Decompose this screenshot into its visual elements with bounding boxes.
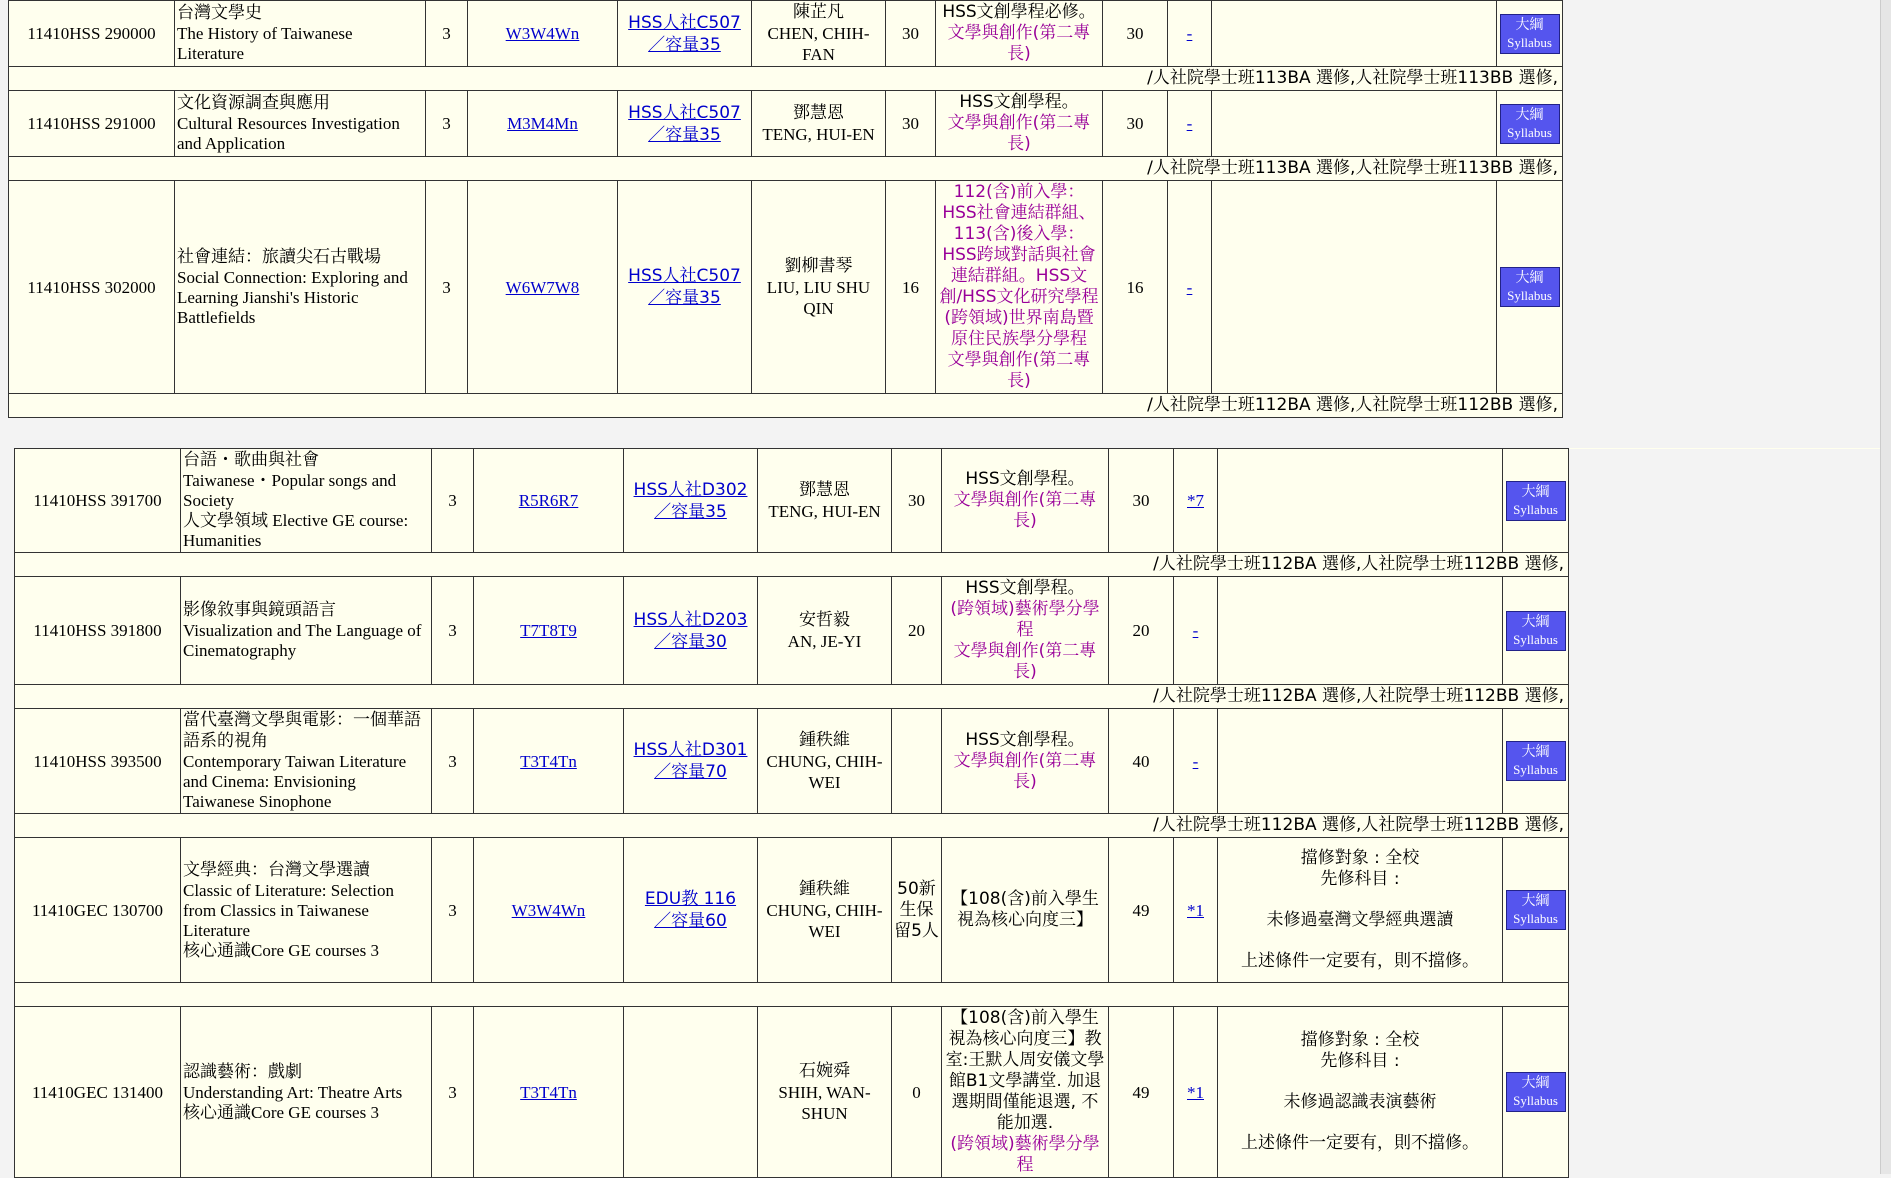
course-title-en: Social Connection: Exploring and Learning Jianshi's Historic Battlefields [177, 267, 408, 327]
note-program: HSS文創學程必修。 [942, 2, 1096, 22]
note-program: HSS文創學程。 [965, 578, 1085, 598]
course-table-a [8, 0, 1563, 418]
room-name: HSS人社C507 [628, 12, 741, 33]
course-time-cell [474, 1007, 624, 1178]
note-art-program: (跨領域)藝術學分學程 [950, 1134, 1100, 1175]
course-title-zh: 台語・歌曲與社會 [183, 450, 319, 470]
course-time-cell [468, 181, 618, 394]
restriction-link-cell [1168, 1, 1212, 67]
restriction-spacer [1220, 1072, 1500, 1092]
room-capacity: ／容量35 [648, 34, 721, 55]
course-number: 11410HSS 290000 [9, 1, 175, 67]
restriction-link-cell [1174, 709, 1218, 814]
instructor-zh: 鍾秩維 [799, 878, 850, 899]
restriction-line: 擋修對象 : 全校 [1300, 848, 1420, 868]
note-program: 【108(含)前入學生視為核心向度三】教室:王默人周安儀文學館B1文學講堂. 加退選期間僅能退選, 不能加選. [945, 1008, 1105, 1133]
instructor [752, 1, 886, 67]
instructor-en: TENG, HUI-EN [762, 124, 875, 144]
course-title-en: Visualization and The Language of Cinematography [183, 621, 422, 660]
restriction-link-cell [1174, 1007, 1218, 1178]
course-title-zh: 影像敘事與鏡頭語言 [183, 600, 336, 620]
course-title-zh: 台灣文學史 [177, 3, 262, 23]
course-note [942, 577, 1109, 685]
course-room-cell [624, 838, 758, 983]
note-second-specialty: 文學與創作(第二專長) [953, 490, 1097, 531]
elective-remark: /人社院學士班112BA 選修,人社院學士班112BB 選修, [9, 394, 1563, 418]
course-credit: 3 [426, 91, 468, 157]
note-program: 【108(含)前入學生視為核心向度三】 [951, 889, 1099, 930]
course-time-link[interactable]: W3W4Wn [505, 24, 580, 43]
syllabus-cell [1503, 577, 1569, 685]
course-credit: 3 [426, 181, 468, 394]
enrolled-count: 30 [1103, 1, 1168, 67]
enrollment-limit: 0 [892, 1007, 942, 1178]
restriction-line: 先修科目 : [1320, 869, 1400, 889]
course-title-zh: 當代臺灣文學與電影：一個華語語系的視角 [183, 710, 421, 751]
syllabus-button[interactable]: 大綱 Syllabus [1506, 611, 1566, 651]
restriction-link[interactable]: - [1192, 621, 1199, 640]
instructor-en: AN, JE-YI [787, 631, 862, 651]
course-time-link[interactable]: T3T4Tn [520, 751, 577, 771]
syllabus-button[interactable]: 大綱 Syllabus [1500, 104, 1560, 144]
room-name: HSS人社D301 [633, 740, 748, 760]
instructor-zh: 石婉舜 [799, 1060, 850, 1081]
instructor [758, 1007, 892, 1178]
course-room-cell [624, 1007, 758, 1178]
enrolled-count: 30 [1109, 449, 1174, 553]
restriction-link[interactable]: - [1192, 751, 1199, 771]
syllabus-cell [1503, 838, 1569, 983]
remark-row [9, 67, 1563, 91]
course-number: 11410GEC 130700 [15, 838, 181, 983]
course-title-en: Contemporary Taiwan Literature and Cinema: Envisioning Taiwanese Sinophone [183, 752, 407, 811]
course-room-cell [618, 1, 752, 67]
course-note [942, 709, 1109, 814]
course-time-cell [474, 449, 624, 553]
enrolled-count: 49 [1109, 838, 1174, 983]
note-program: HSS文創學程。 [965, 729, 1085, 750]
elective-remark: /人社院學士班112BA 選修,人社院學士班112BB 選修, [15, 685, 1569, 709]
course-row [9, 1, 1563, 67]
restriction-link[interactable]: - [1186, 114, 1193, 133]
instructor-en: TENG, HUI-EN [768, 501, 881, 521]
course-time-link[interactable]: T3T4Tn [520, 1082, 577, 1102]
blank-area [1569, 449, 1883, 1178]
course-note [942, 1007, 1109, 1178]
course-time-link[interactable]: R5R6R7 [518, 491, 579, 510]
course-note [936, 181, 1103, 394]
enrollment-limit: 30 [886, 91, 936, 157]
room-name: HSS人社C507 [628, 266, 741, 286]
syllabus-cell [1497, 91, 1563, 157]
restriction-line: 先修科目 : [1320, 1051, 1400, 1071]
elective-remark: /人社院學士班112BA 選修,人社院學士班112BB 選修, [15, 553, 1569, 577]
room-capacity: ／容量35 [654, 501, 727, 522]
restriction-cell [1212, 91, 1497, 157]
course-time-cell [474, 577, 624, 685]
course-room-link[interactable] [634, 480, 748, 522]
course-title-en: Taiwanese・Popular songs and Society [183, 471, 397, 510]
course-row [9, 91, 1563, 157]
instructor-en: SHIH, WAN-SHUN [778, 1082, 871, 1123]
elective-remark: /人社院學士班112BA 選修,人社院學士班112BB 選修, [15, 814, 1569, 838]
remark-row [9, 157, 1563, 181]
ge-category: 核心通識Core GE courses 3 [183, 940, 379, 960]
room-name: HSS人社C507 [628, 102, 741, 123]
instructor-zh: 陳芷凡 [793, 2, 844, 22]
restriction-line: 未修過認識表演藝術 [1283, 1092, 1437, 1112]
instructor-zh: 鄧慧恩 [799, 479, 850, 500]
room-name: HSS人社D203 [633, 609, 748, 630]
restriction-spacer [1220, 1113, 1500, 1133]
course-room-link[interactable] [628, 266, 741, 308]
course-credit: 3 [432, 838, 474, 983]
note-program: HSS文創學程。 [965, 469, 1085, 489]
restriction-cell [1218, 838, 1503, 983]
instructor [752, 91, 886, 157]
course-note [936, 1, 1103, 67]
enrollment-limit: 20 [892, 577, 942, 685]
course-time-cell [468, 1, 618, 67]
restriction-link-cell [1174, 838, 1218, 983]
instructor-zh: 鄧慧恩 [793, 102, 844, 123]
room-capacity: ／容量70 [654, 762, 727, 782]
elective-remark: /人社院學士班113BA 選修,人社院學士班113BB 選修, [9, 67, 1563, 91]
room-name: EDU教 116 [644, 889, 737, 909]
instructor-zh: 安哲毅 [799, 609, 850, 630]
enrolled-count: 30 [1103, 91, 1168, 157]
restriction-cell [1218, 449, 1503, 553]
enrolled-count: 20 [1109, 577, 1174, 685]
course-title-zh: 認識藝術：戲劇 [183, 1061, 302, 1082]
enrollment-limit: 50新生保留5人 [892, 838, 942, 983]
course-title [181, 449, 432, 553]
room-capacity: ／容量30 [654, 631, 727, 652]
syllabus-cell [1503, 709, 1569, 814]
instructor [758, 838, 892, 983]
instructor [752, 181, 886, 394]
syllabus-button[interactable]: 大綱 Syllabus [1500, 267, 1560, 307]
enrollment-limit: 16 [886, 181, 936, 394]
elective-remark: /人社院學士班113BA 選修,人社院學士班113BB 選修, [9, 157, 1563, 181]
restriction-link[interactable]: *7 [1187, 491, 1204, 510]
note-second-specialty: 文學與創作(第二專長) [947, 113, 1091, 154]
course-credit: 3 [432, 1007, 474, 1178]
course-number: 11410HSS 393500 [15, 709, 181, 814]
course-title [181, 838, 432, 983]
instructor [758, 577, 892, 685]
course-title-zh: 文化資源調查與應用 [177, 93, 330, 113]
remark-row [9, 394, 1563, 418]
syllabus-cell [1503, 1007, 1569, 1178]
syllabus-cell [1503, 449, 1569, 553]
course-row [9, 181, 1563, 394]
restriction-link-cell [1174, 449, 1218, 553]
course-title [175, 181, 426, 394]
note-second-specialty: 文學與創作(第二專長) [953, 641, 1097, 682]
restriction-cell [1218, 709, 1503, 814]
course-time-cell [474, 838, 624, 983]
course-title-en: Cultural Resources Investigation and Application [177, 114, 400, 153]
course-title-zh: 文學經典：台灣文學選讀 [183, 859, 370, 880]
instructor-zh: 劉柳書琴 [784, 255, 853, 276]
note-second-specialty: 文學與創作(第二專長) [953, 750, 1097, 792]
restriction-cell [1218, 1007, 1503, 1178]
instructor-en: CHEN, CHIH-FAN [767, 24, 870, 64]
elective-remark [15, 983, 1569, 1007]
instructor-en: CHUNG, CHIH-WEI [766, 751, 883, 792]
syllabus-button[interactable]: 大綱 Syllabus [1506, 741, 1566, 781]
enrollment-limit [892, 709, 942, 814]
course-title-en: Classic of Literature: Selection from Classics in Taiwanese Literature [183, 880, 395, 940]
course-number: 11410HSS 391800 [15, 577, 181, 685]
room-capacity: ／容量35 [648, 288, 721, 308]
restriction-cell [1212, 1, 1497, 67]
note-second-specialty: 文學與創作(第二專長) [947, 23, 1091, 64]
instructor [758, 449, 892, 553]
enrolled-count: 16 [1103, 181, 1168, 394]
syllabus-button[interactable]: 大綱 Syllabus [1506, 1072, 1566, 1112]
restriction-link[interactable]: - [1186, 24, 1193, 43]
syllabus-button[interactable]: 大綱 Syllabus [1506, 890, 1566, 930]
room-name: HSS人社D302 [633, 479, 748, 500]
restriction-link-cell [1168, 91, 1212, 157]
course-note [942, 449, 1109, 553]
restriction-link[interactable]: *1 [1187, 1082, 1204, 1102]
course-time-link[interactable]: T7T8T9 [520, 621, 577, 640]
restriction-link[interactable]: - [1186, 277, 1193, 297]
course-time-link[interactable]: W6W7W8 [505, 277, 580, 297]
restriction-spacer [1220, 931, 1500, 951]
restriction-cell [1218, 577, 1503, 685]
room-capacity: ／容量35 [648, 124, 721, 145]
course-title-zh: 社會連結：旅讀尖石古戰場 [177, 246, 381, 267]
course-title [181, 577, 432, 685]
course-room-cell [618, 181, 752, 394]
note-program: 112(含)前入學：HSS社會連結群組、113(含)後入學：HSS跨域對話與社會連結群組。HSS文創/HSS文化研究學程(跨領域)世界南島暨原住民族學分學程 [939, 182, 1099, 349]
course-title [181, 709, 432, 814]
enrolled-count: 40 [1109, 709, 1174, 814]
course-title-en: The History of Taiwanese Literature [177, 24, 353, 63]
course-room-link[interactable] [634, 740, 748, 782]
course-note [942, 838, 1109, 983]
course-room-link[interactable] [628, 13, 741, 55]
course-credit: 3 [432, 449, 474, 553]
restriction-line: 擋修對象 : 全校 [1300, 1030, 1420, 1050]
course-room-cell [618, 91, 752, 157]
course-time-link[interactable]: M3M4Mn [507, 114, 578, 133]
instructor-en: LIU, LIU SHU QIN [766, 277, 871, 318]
course-room-link[interactable] [634, 610, 748, 652]
restriction-link[interactable]: *1 [1187, 900, 1204, 920]
syllabus-cell [1497, 1, 1563, 67]
instructor-en: CHUNG, CHIH-WEI [766, 900, 883, 941]
course-time-cell [474, 709, 624, 814]
course-title-en: Understanding Art: Theatre Arts [183, 1082, 403, 1102]
course-room-link[interactable] [645, 889, 736, 931]
course-table-b [14, 448, 1883, 1178]
course-credit: 3 [426, 1, 468, 67]
course-room-cell [624, 449, 758, 553]
course-room-cell [624, 577, 758, 685]
restriction-spacer [1220, 890, 1500, 910]
note-second-specialty: 文學與創作(第二專長) [947, 350, 1091, 391]
course-time-link[interactable]: W3W4Wn [511, 900, 586, 920]
syllabus-cell [1497, 181, 1563, 394]
course-number: 11410HSS 302000 [9, 181, 175, 394]
restriction-line: 未修過臺灣文學經典選讀 [1266, 910, 1454, 930]
ge-category: 人文學領域 Elective GE course: Humanities [183, 511, 409, 550]
enrolled-count: 49 [1109, 1007, 1174, 1178]
course-title [175, 1, 426, 67]
syllabus-button[interactable]: 大綱 Syllabus [1506, 481, 1566, 521]
note-art-program: (跨領域)藝術學分學程 [950, 599, 1100, 640]
enrollment-limit: 30 [892, 449, 942, 553]
instructor-zh: 鍾秩維 [799, 729, 850, 750]
syllabus-button[interactable]: 大綱 Syllabus [1500, 14, 1560, 54]
course-number: 11410HSS 291000 [9, 91, 175, 157]
restriction-cell [1212, 181, 1497, 394]
course-note [936, 91, 1103, 157]
vertical-scrollbar[interactable] [1880, 0, 1891, 1174]
course-number: 11410HSS 391700 [15, 449, 181, 553]
ge-category: 核心通識Core GE courses 3 [183, 1102, 379, 1122]
course-time-cell [468, 91, 618, 157]
course-title [175, 91, 426, 157]
room-capacity: ／容量60 [654, 911, 727, 931]
restriction-line: 上述條件一定要有，則不擋修。 [1241, 1133, 1479, 1153]
course-room-link[interactable] [628, 103, 741, 145]
course-credit: 3 [432, 709, 474, 814]
course-credit: 3 [432, 577, 474, 685]
restriction-link-cell [1174, 577, 1218, 685]
course-number: 11410GEC 131400 [15, 1007, 181, 1178]
course-room-cell [624, 709, 758, 814]
note-program: HSS文創學程。 [959, 92, 1079, 112]
course-row [15, 449, 1883, 553]
course-title [181, 1007, 432, 1178]
enrollment-limit: 30 [886, 1, 936, 67]
restriction-link-cell [1168, 181, 1212, 394]
restriction-line: 上述條件一定要有，則不擋修。 [1241, 951, 1479, 971]
instructor [758, 709, 892, 814]
